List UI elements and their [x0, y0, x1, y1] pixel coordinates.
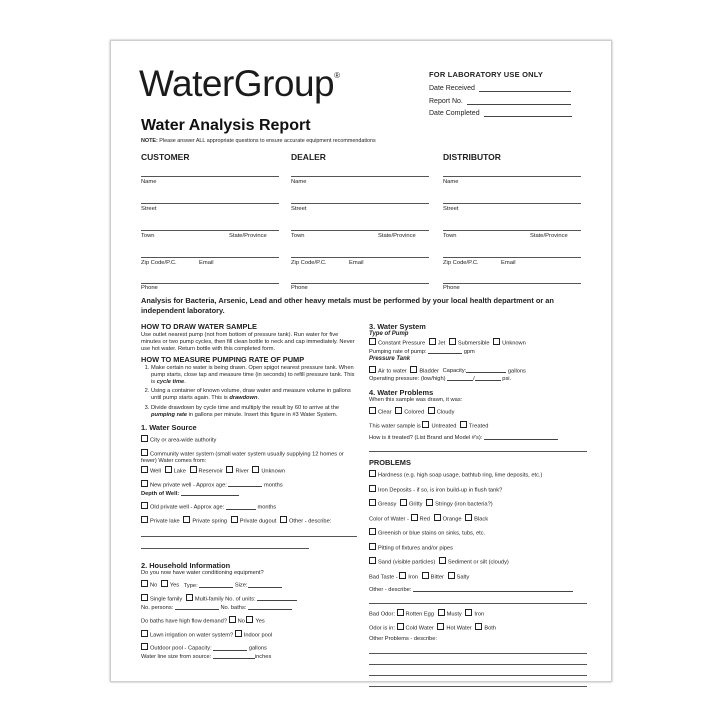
draw-sample-heading: HOW TO DRAW WATER SAMPLE [141, 322, 257, 331]
pumping-step-1: 1. Make certain no water is being drawn. Open spigot nearest pressure tank. When pump starts, close tap and measure time (in seconds) to refill pressure tank. This is cycle time. [151, 365, 359, 387]
hot-water-checkbox[interactable] [437, 623, 444, 630]
distributor-town-label: Town [443, 233, 457, 239]
analysis-notice: Analysis for Bacteria, Arsenic, Lead and other heavy metals must be performed by your local health department or an independent laboratory. [141, 296, 554, 315]
high-flow-question: Do baths have high flow demand? No Yes [141, 616, 359, 626]
customer-name-label: Name [141, 179, 157, 185]
checkbox[interactable] [141, 449, 148, 456]
multi-family-checkbox[interactable] [186, 594, 193, 601]
page-title: Water Analysis Report [141, 117, 311, 134]
treatment-line[interactable] [369, 451, 587, 452]
cloudy-checkbox[interactable] [428, 407, 435, 414]
dealer-town-label: Town [291, 233, 305, 239]
persons-baths: No. persons: No. baths: [141, 604, 359, 612]
other-taste-field[interactable]: Other - describe: [369, 586, 589, 594]
distributor-zip-label: Zip Code/P.C. [443, 260, 479, 266]
dealer-name-line[interactable] [291, 176, 429, 177]
water-source-heading: 1. Water Source [141, 423, 197, 433]
household-heading: 2. Household Information [141, 561, 231, 571]
distributor-heading: DISTRIBUTOR [443, 152, 501, 162]
treatment-options: This water sample is Untreated Treated [369, 421, 589, 431]
report-no-field[interactable]: Report No. [429, 97, 571, 105]
yes-checkbox[interactable] [161, 580, 168, 587]
checkbox[interactable] [141, 502, 148, 509]
customer-street-label: Street [141, 206, 157, 212]
other-problems-line[interactable] [369, 664, 587, 665]
reservoir-checkbox[interactable] [190, 466, 197, 473]
private-spring-checkbox[interactable] [183, 516, 190, 523]
dealer-heading: DEALER [291, 152, 326, 162]
checkbox[interactable] [141, 480, 148, 487]
customer-email-label: Email [199, 260, 214, 266]
note-text: NOTE: Please answer ALL appropriate questions to ensure accurate equipment recommendations [141, 138, 376, 144]
cold-water-checkbox[interactable] [397, 623, 404, 630]
sediment-checkbox[interactable] [439, 557, 446, 564]
pumping-steps [141, 365, 359, 419]
family-options: Single family Multi-family No. of units: [141, 594, 359, 604]
indoor-pool-checkbox[interactable] [235, 630, 242, 637]
watergroup-logo: WaterGroup® [139, 63, 340, 104]
musty-checkbox[interactable] [438, 609, 445, 616]
iron-odor-checkbox[interactable] [465, 609, 472, 616]
equipment-options: No Yes Type: Size: [141, 580, 359, 590]
private-source-options: Private lake Private spring Private dugout Other - describe: [141, 516, 359, 526]
distributor-street-label: Street [443, 206, 459, 212]
well-checkbox[interactable] [141, 466, 148, 473]
checkbox[interactable] [369, 485, 376, 492]
pump-type-options: Constant Pressure Jet Submersible Unknown [369, 338, 589, 348]
water-system-heading: 3. Water System [369, 322, 426, 331]
dealer-zip-label: Zip Code/P.C. [291, 260, 327, 266]
draw-sample-text: Use outlet nearest pump (not from bottom of pressure tank). Run water for five minutes or two pump cycles, then fill clean bottle to neck and cap immediately. Never use hot water. Return bottle with this completed form. [141, 332, 355, 353]
pumping-rate-field[interactable]: Pumping rate of pump: gpm [369, 348, 475, 355]
right-column [369, 322, 589, 687]
dealer-town-line[interactable] [291, 230, 429, 231]
distributor-town-line[interactable] [443, 230, 581, 231]
other-problems-label: Other Problems - describe: [369, 636, 437, 642]
distributor-street-line[interactable] [443, 203, 581, 204]
checkbox[interactable] [369, 470, 376, 477]
source-type-options: Well Lake Reservoir River Unknown [141, 466, 359, 476]
dealer-street-label: Street [291, 206, 307, 212]
other-describe-line[interactable] [141, 536, 357, 537]
jet-checkbox[interactable] [429, 338, 436, 345]
sand-checkbox[interactable] [369, 557, 376, 564]
river-checkbox[interactable] [226, 466, 233, 473]
orange-checkbox[interactable] [434, 514, 441, 521]
line-size-field[interactable]: Water line size from source: inches [141, 653, 272, 660]
equipment-question: Do you now have water conditioning equipment? [141, 570, 264, 577]
salty-checkbox[interactable] [448, 572, 455, 579]
no-checkbox[interactable] [141, 580, 148, 587]
red-checkbox[interactable] [411, 514, 418, 521]
bitter-checkbox[interactable] [422, 572, 429, 579]
texture-options: Greasy Gritty Stringy (iron bacteria?) [369, 499, 589, 509]
lab-use-heading: FOR LABORATORY USE ONLY [429, 70, 544, 79]
gritty-checkbox[interactable] [400, 499, 407, 506]
private-lake-checkbox[interactable] [141, 516, 148, 523]
community-option[interactable]: Community water system (small water system usually supplying 12 homes or fewer) Water comes from: [141, 449, 359, 466]
other-problems-line[interactable] [369, 686, 587, 687]
dealer-phone-label: Phone [291, 285, 308, 291]
outdoor-pool-option[interactable]: Outdoor pool - Capacity: gallons [141, 643, 359, 653]
odor-options: Bad Odor: Rotten Egg Musty Iron [369, 609, 589, 619]
single-family-checkbox[interactable] [141, 594, 148, 601]
private-dugout-checkbox[interactable] [231, 516, 238, 523]
greenish-option[interactable]: Greenish or blue stains on sinks, tubs, etc. [369, 528, 589, 538]
dealer-state-label: State/Province [378, 233, 416, 239]
water-problems-heading: 4. Water Problems [369, 388, 434, 397]
iron-deposits-option[interactable]: Iron Deposits - if so, is iron build-up in flush tank? [369, 485, 589, 495]
pitting-option[interactable]: Pitting of fixtures and/or pipes [369, 543, 589, 553]
left-column [141, 322, 359, 661]
checkbox[interactable] [369, 543, 376, 550]
depth-of-well-field[interactable]: Depth of Well: [141, 490, 359, 498]
problems-heading: PROBLEMS [369, 458, 411, 467]
checkbox[interactable] [369, 528, 376, 535]
bladder-checkbox[interactable] [410, 366, 417, 373]
both-checkbox[interactable] [475, 623, 482, 630]
unknown-checkbox[interactable] [252, 466, 259, 473]
clarity-options: Clear Colored Cloudy [369, 407, 589, 417]
irrigation-options: Lawn irrigation on water system? Indoor pool [141, 630, 359, 640]
tank-options: Air to water Bladder Capacity: gallons [369, 366, 589, 376]
dealer-email-label: Email [349, 260, 364, 266]
dealer-phone-line[interactable] [291, 283, 429, 284]
other-taste-line[interactable] [369, 603, 587, 604]
other-problems-line[interactable] [369, 653, 587, 654]
stringy-checkbox[interactable] [426, 499, 433, 506]
treatment-method-field[interactable]: How is it treated? (List Brand and Model #'s): [369, 434, 589, 442]
unknown-checkbox[interactable] [493, 338, 500, 345]
sand-options: Sand (visible particles) Sediment or silt (cloudy) [369, 557, 589, 567]
no-checkbox[interactable] [229, 616, 236, 623]
pressure-tank-label: Pressure Tank [369, 355, 411, 362]
other-problems-line[interactable] [369, 675, 587, 676]
air-to-water-checkbox[interactable] [369, 366, 376, 373]
color-options: Color of Water - Red Orange Black [369, 514, 589, 524]
customer-zip-line[interactable] [141, 257, 279, 258]
distributor-state-label: State/Province [530, 233, 568, 239]
lake-checkbox[interactable] [165, 466, 172, 473]
distributor-zip-line[interactable] [443, 257, 581, 258]
customer-zip-label: Zip Code/P.C. [141, 260, 177, 266]
customer-street-line[interactable] [141, 203, 279, 204]
pumping-heading: HOW TO MEASURE PUMPING RATE OF PUMP [141, 354, 305, 364]
customer-phone-line[interactable] [141, 283, 279, 284]
checkbox[interactable] [141, 643, 148, 650]
dealer-name-label: Name [291, 179, 307, 185]
customer-heading: CUSTOMER [141, 152, 190, 162]
report-page [110, 40, 612, 682]
constant-pressure-checkbox[interactable] [369, 338, 376, 345]
distributor-phone-label: Phone [443, 285, 460, 291]
greasy-checkbox[interactable] [369, 499, 376, 506]
checkbox[interactable] [141, 435, 148, 442]
black-checkbox[interactable] [465, 514, 472, 521]
rotten-egg-checkbox[interactable] [397, 609, 404, 616]
clear-checkbox[interactable] [369, 407, 376, 414]
distributor-phone-line[interactable] [443, 283, 581, 284]
pumping-step-2: 2. Using a container of known volume, draw water and measure volume in gallons until pump starts again. This is drawdown. [151, 388, 359, 402]
other-checkbox[interactable] [280, 516, 287, 523]
new-well-option[interactable]: New private well - Approx age: months [141, 480, 359, 490]
colored-checkbox[interactable] [395, 407, 402, 414]
pumping-step-3: 3. Divide drawdown by cycle time and multiply the result by 60 to arrive at the pumping rate in gallons per minute. Insert this figure in #3 Water System. [151, 405, 359, 419]
yes-checkbox[interactable] [246, 616, 253, 623]
date-received-field[interactable]: Date Received [429, 84, 571, 92]
iron-taste-checkbox[interactable] [399, 572, 406, 579]
customer-state-label: State/Province [229, 233, 267, 239]
customer-town-line[interactable] [141, 230, 279, 231]
treated-checkbox[interactable] [460, 421, 467, 428]
sample-question: When this sample was drawn, it was: [369, 397, 463, 403]
dealer-street-line[interactable] [291, 203, 429, 204]
taste-options: Bad Taste - Iron Bitter Salty [369, 572, 589, 582]
hardness-option[interactable]: Hardness (e.g. high soap usage, bathtub ring, lime deposits, etc.) [369, 470, 589, 480]
distributor-name-line[interactable] [443, 176, 581, 177]
lawn-checkbox[interactable] [141, 630, 148, 637]
date-completed-field[interactable]: Date Completed [429, 109, 572, 117]
customer-phone-label: Phone [141, 285, 158, 291]
customer-town-label: Town [141, 233, 155, 239]
untreated-checkbox[interactable] [422, 421, 429, 428]
type-of-pump-label: Type of Pump [369, 331, 409, 337]
old-well-option[interactable]: Old private well - Approx age: months [141, 502, 359, 512]
other-describe-line[interactable] [141, 548, 309, 549]
dealer-zip-line[interactable] [291, 257, 429, 258]
distributor-name-label: Name [443, 179, 459, 185]
city-option[interactable]: City or area-wide authority [141, 435, 359, 445]
distributor-email-label: Email [501, 260, 516, 266]
submersible-checkbox[interactable] [449, 338, 456, 345]
odor-in-options: Odor is in: Cold Water Hot Water Both [369, 623, 589, 633]
operating-pressure-field[interactable]: Operating pressure: (low/high) / psi. [369, 376, 512, 382]
